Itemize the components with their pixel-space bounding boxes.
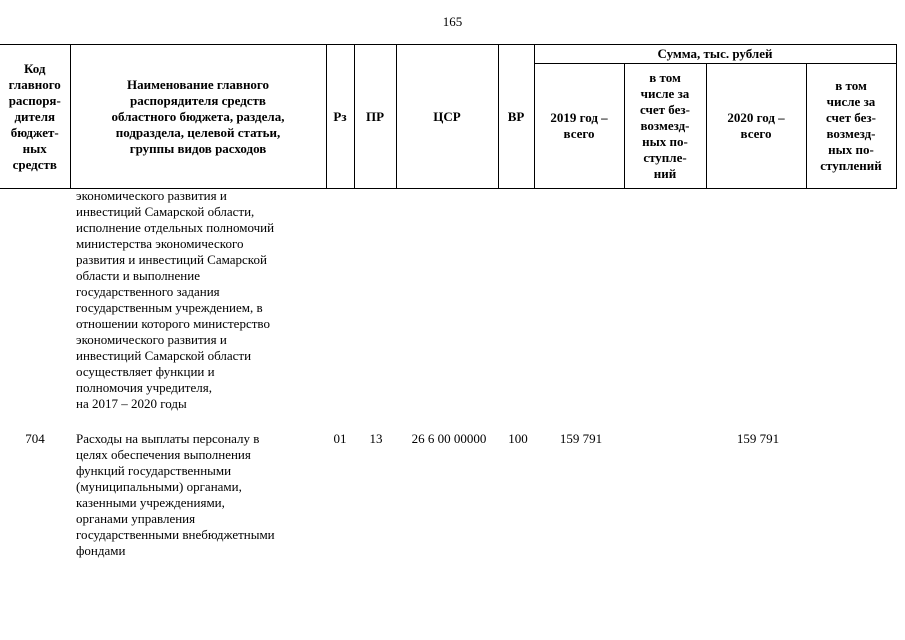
header-csr: ЦСР <box>396 45 498 189</box>
row-1-name: Расходы на выплаты персоналу в целях обеспечения выполнения функций государственными (муниципальными) органами, казенными учреждениями, органами управления государственными внебюджетными фондами <box>76 431 275 558</box>
header-sum-title: Сумма, тыс. рублей <box>534 45 896 64</box>
header-2020-free: в том числе за счет без- возмезд- ных по- ступлений <box>806 64 896 189</box>
header-code: Код главного распоря- дителя бюджет- ных средств <box>0 45 70 189</box>
page-number: 165 <box>442 14 463 29</box>
row-0-name: экономического развития и инвестиций Самарской области, исполнение отдельных полномочий министерства экономического развития и инвестиций Самарской области и выполнение государственного задания государственным учреждением, в отношении которого министерство экономического развития и инвестиций Самарской области осуществляет функции и полномочия учредителя, на 2017 – 2020 годы <box>76 188 275 411</box>
row-1-code: 704 <box>25 431 45 446</box>
header-2019-free: в том числе за счет без- возмезд- ных по- ступле- ний <box>624 64 706 189</box>
row-1-2020-total: 159 791 <box>736 431 780 446</box>
header-name: Наименование главного распорядителя средств областного бюджета, раздела, подраздела, целевой статьи, группы видов расходов <box>70 45 326 189</box>
row-1-csr: 26 6 00 00000 <box>411 431 487 446</box>
row-1-rz: 01 <box>333 431 347 446</box>
table-header <box>0 44 897 189</box>
header-rz: Рз <box>326 45 354 189</box>
row-1-pr: 13 <box>369 431 383 446</box>
header-vr: ВР <box>498 45 534 189</box>
row-1-vr: 100 <box>508 431 528 446</box>
header-2019-total: 2019 год – всего <box>534 64 624 189</box>
header-2020-total: 2020 год – всего <box>706 64 806 189</box>
header-pr: ПР <box>354 45 396 189</box>
row-1-2019-total: 159 791 <box>559 431 603 446</box>
